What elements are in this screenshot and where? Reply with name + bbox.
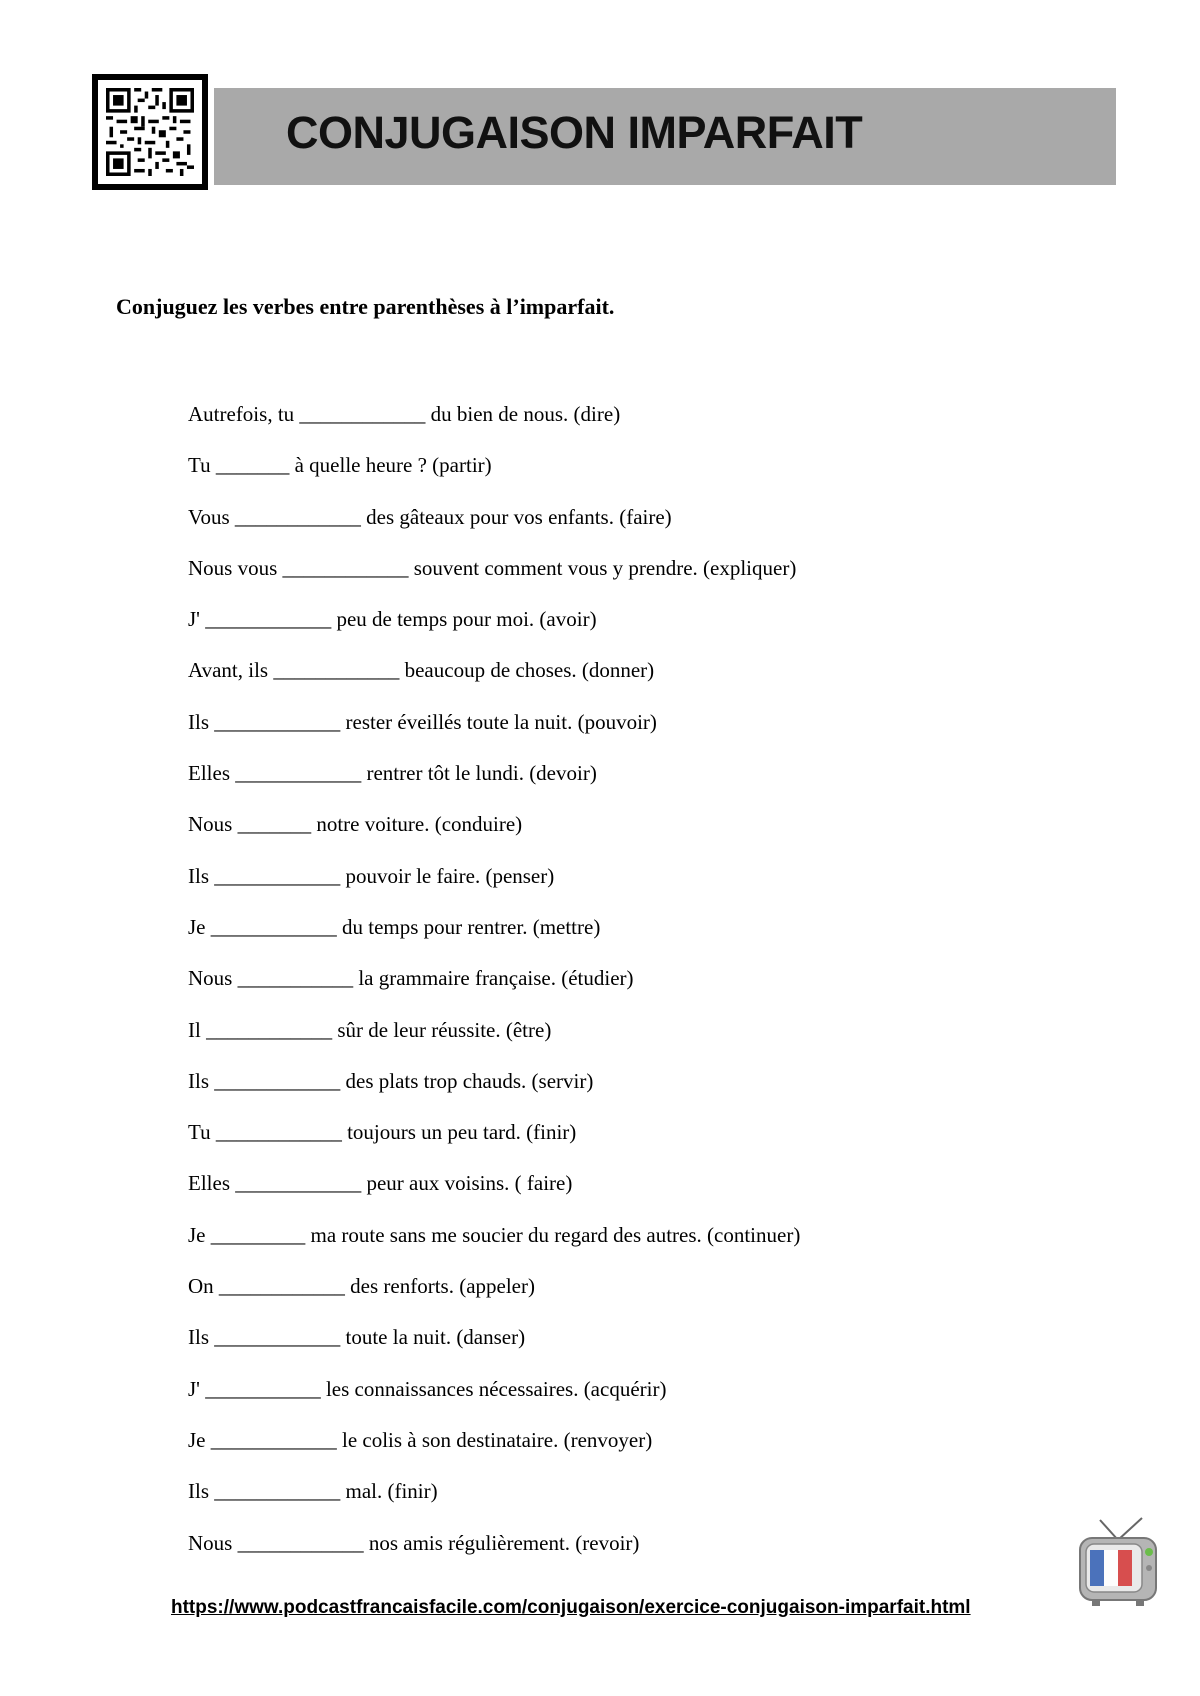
item-text: J' ___________ les connaissances nécessaires. (acquérir) [188, 1376, 667, 1401]
item-text: Ils ____________ mal. (finir) [188, 1479, 438, 1504]
item-text: Il ____________ sûr de leur réussite. (être) [188, 1017, 552, 1042]
page-title: CONJUGAISON IMPARFAIT [286, 107, 863, 158]
footer-link[interactable]: https://www.podcastfrancaisfacile.com/conjugaison/exercice-conjugaison-imparfait.html [171, 1597, 971, 1618]
item-text: Elles ____________ rentrer tôt le lundi. (devoir) [188, 761, 597, 786]
instruction: Conjuguez les verbes entre parenthèses à l’imparfait. [116, 294, 615, 319]
item-text: Avant, ils ____________ beaucoup de choses. (donner) [188, 658, 655, 683]
qr-code [92, 74, 208, 190]
item-text: Vous ____________ des gâteaux pour vos enfants. (faire) [188, 504, 672, 529]
item-text: Je ____________ le colis à son destinataire. (renvoyer) [188, 1427, 653, 1452]
item-text: Ils ____________ des plats trop chauds. (servir) [188, 1068, 594, 1093]
item-text: Je ____________ du temps pour rentrer. (mettre) [188, 914, 601, 939]
qr-code-icon [106, 88, 194, 176]
item-text: Ils ____________ toute la nuit. (danser) [188, 1325, 526, 1350]
item-text: Elles ____________ peur aux voisins. ( faire) [188, 1171, 573, 1196]
item-text: Tu ____________ toujours un peu tard. (finir) [188, 1120, 577, 1145]
item-text: Autrefois, tu ____________ du bien de nous. (dire) [188, 402, 621, 426]
item-text: Nous vous ____________ souvent comment vous y prendre. (expliquer) [188, 555, 797, 580]
item-text: On ____________ des renforts. (appeler) [188, 1274, 535, 1299]
title-bar [214, 88, 1116, 185]
item-text: J' ____________ peu de temps pour moi. (avoir) [188, 607, 597, 632]
item-text: Ils ____________ rester éveillés toute la nuit. (pouvoir) [188, 709, 657, 734]
item-text: Tu _______ à quelle heure ? (partir) [188, 453, 492, 478]
item-text: Nous _______ notre voiture. (conduire) [188, 812, 523, 837]
item-text: Nous ____________ nos amis régulièrement. (revoir) [188, 1530, 640, 1555]
item-text: Ils ____________ pouvoir le faire. (penser) [188, 863, 555, 888]
podcast-logo[interactable] [1076, 1516, 1160, 1613]
tv-icon [1076, 1516, 1160, 1608]
item-text: Je _________ ma route sans me soucier du regard des autres. (continuer) [188, 1222, 801, 1247]
item-text: Nous ___________ la grammaire française. (étudier) [188, 966, 634, 991]
